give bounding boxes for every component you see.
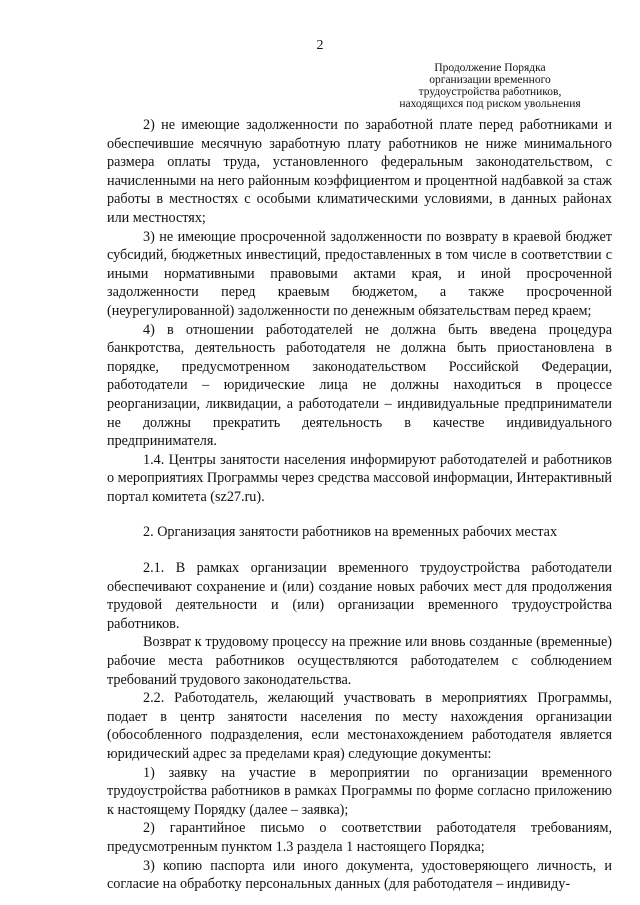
header-line: трудоустройства работников,: [418, 86, 562, 98]
document-header: [375, 62, 605, 110]
header-line: Продолжение Порядка: [434, 62, 546, 74]
paragraph: 3) не имеющие просроченной задолженности по возврату в краевой бюджет субсидий, бюджетных инвестиций, предоставленных в том числе в соответствии с иными нормативными правовыми актами края, и иной просроченной задолженности перед краевым бюджетом, а также просроченной (неурегулированной) задолженности по денежным обязательствам перед краем;: [107, 228, 612, 319]
paragraph: 3) копию паспорта или иного документа, удостоверяющего личность, и согласие на обработку персональных данных (для работодателя – индивиду-: [107, 857, 612, 893]
page-number: 2: [316, 38, 324, 53]
section-heading: 2. Организация занятости работников на временных рабочих местах: [143, 524, 558, 541]
paragraph: 1.4. Центры занятости населения информируют работодателей и работников о мероприятиях Программы через средства массовой информации, Интерактивный портал комитета (sz27.ru).: [107, 451, 613, 505]
paragraph: 2) не имеющие задолженности по заработной плате перед работниками и обеспечившие месячную заработную плату работников не ниже минимального размера оплаты труда, установленного федеральным законодательством, с начисленными на него районным коэффициентом и процентной надбавкой за стаж работы в местностях с особыми климатическими условиями, в данных районах или местностях;: [107, 117, 612, 226]
paragraph: 2.2. Работодатель, желающий участвовать в мероприятиях Программы, подает в центр занятости населения по месту нахождения организации (обособленного подразделения, если местонахождением работодателя является юридический адрес за пределами края) следующие документы:: [107, 690, 612, 762]
header-line: организации временного: [429, 74, 551, 86]
header-line: находящихся под риском увольнения: [399, 98, 581, 110]
paragraph: 2) гарантийное письмо о соответствии работодателя требованиям, предусмотренным пунктом 1.3 раздела 1 настоящего Порядка;: [107, 820, 612, 855]
paragraph: Возврат к трудовому процессу на прежние или вновь созданные (временные) рабочие места работников осуществляются работодателем с соблюдением требований трудового законодательства.: [107, 634, 612, 688]
paragraph: 2.1. В рамках организации временного трудоустройства работодатели обеспечивают сохранение и (или) создание новых рабочих мест для продолжения трудовой деятельности и (или) организации временного трудоустройства работников.: [107, 560, 612, 632]
paragraph: 1) заявку на участие в мероприятии по организации временного трудоустройства работников в рамках Программы по форме согласно приложению к настоящему Порядку (далее – заявка);: [107, 764, 612, 818]
paragraph: 4) в отношении работодателей не должна быть введена процедура банкротства, деятельность работодателя не должна быть приостановлена в порядке, предусмотренном законодательством Российской Федерации, работодатели – юридические лица не должны находиться в процессе реорганизации, ликвидации, а работодатели – индивидуальные предприниматели не должны прекратить деятельность в качестве индивидуального предпринимателя.: [107, 321, 612, 450]
document-body: [107, 116, 612, 894]
